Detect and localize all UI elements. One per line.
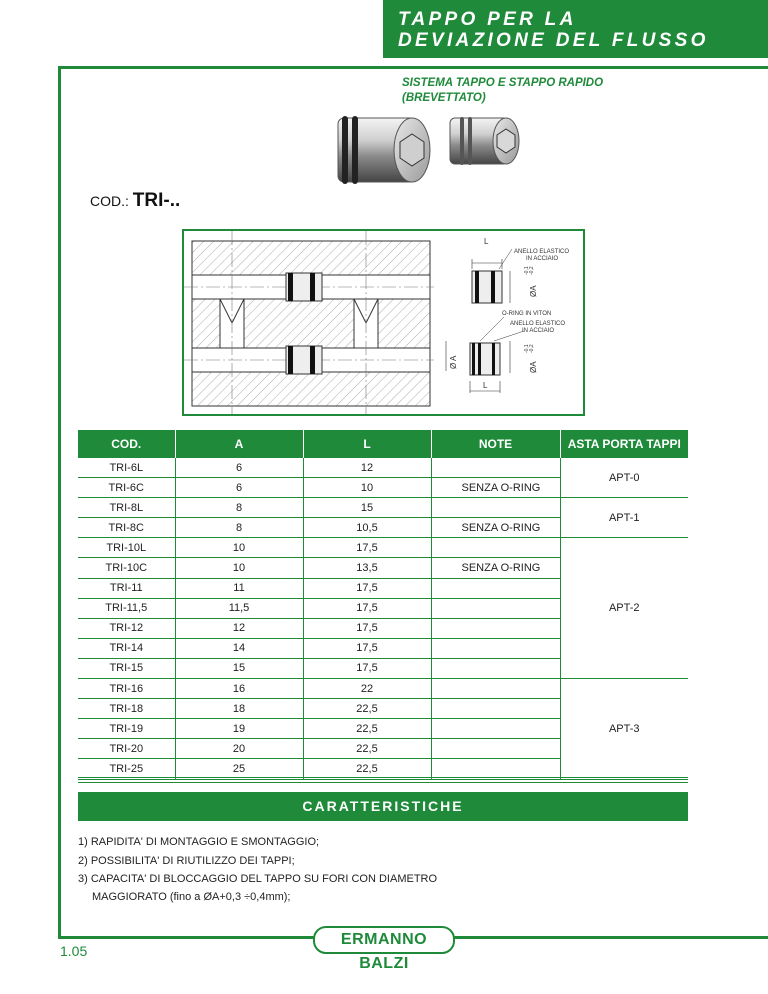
feature-item: 1) RAPIDITA' DI MONTAGGIO E SMONTAGGIO; (78, 836, 320, 848)
dim-diam-bot: ØA (529, 361, 538, 373)
cell-note: SENZA O-RING (431, 478, 560, 498)
cell-note (431, 538, 560, 558)
cell-l: 17,5 (303, 658, 431, 678)
cell-l: 10 (303, 478, 431, 498)
dim-L-bot: L (483, 381, 488, 390)
dim-diam-top: ØA (529, 285, 538, 297)
anello-top-line2: IN ACCIAIO (526, 256, 559, 262)
cell-cod: TRI-6C (78, 478, 175, 498)
dim-L-top: L (484, 237, 489, 246)
cell-cod: TRI-10C (78, 558, 175, 578)
cell-asta: APT-1 (560, 498, 688, 538)
cell-note (431, 679, 560, 699)
cell-cod: TRI-25 (78, 759, 175, 779)
cell-l: 10,5 (303, 518, 431, 538)
cell-a: 11,5 (175, 598, 303, 618)
cell-l: 17,5 (303, 578, 431, 598)
cell-cod: TRI-8C (78, 518, 175, 538)
features-title: CARATTERISTICHE (302, 798, 464, 814)
oring-label: O-RING IN VITON (502, 311, 552, 317)
tol-top-2: -0,2 (529, 266, 535, 275)
title-line-1: TAPPO PER LA (398, 9, 577, 30)
technical-drawing (182, 229, 585, 416)
anello-bot-line2: IN ACCIAIO (522, 328, 555, 334)
table-header-row (78, 430, 688, 458)
product-photo (320, 104, 530, 190)
cell-l: 17,5 (303, 618, 431, 638)
cell-a: 11 (175, 578, 303, 598)
cell-cod: TRI-11,5 (78, 598, 175, 618)
cell-note (431, 598, 560, 618)
feature-item: 3) CAPACITA' DI BLOCCAGGIO DEL TAPPO SU FORI CON DIAMETRO (78, 873, 438, 885)
cell-a: 16 (175, 679, 303, 699)
cell-l: 22,5 (303, 759, 431, 779)
subtitle-line-2: (BREVETTATO) (402, 92, 486, 104)
subtitle-line-1: SISTEMA TAPPO E STAPPO RAPIDO (402, 77, 604, 89)
cell-cod: TRI-8L (78, 498, 175, 518)
large-plug-image (338, 116, 430, 184)
table-row (78, 498, 688, 518)
cell-cod: TRI-12 (78, 618, 175, 638)
cell-note (431, 498, 560, 518)
col-header-note: NOTE (431, 430, 560, 458)
anello-bot-line1: ANELLO ELASTICO (510, 321, 566, 327)
cell-note (431, 739, 560, 759)
cell-note (431, 699, 560, 719)
code-value: TRI-.. (132, 190, 181, 211)
cell-cod: TRI-11 (78, 578, 175, 598)
cell-cod: TRI-20 (78, 739, 175, 759)
cell-l: 17,5 (303, 538, 431, 558)
cell-a: 6 (175, 478, 303, 498)
cell-l: 22,5 (303, 739, 431, 759)
col-header-a: A (175, 430, 303, 458)
brand-logo: ERMANNO BALZI (313, 926, 455, 954)
cell-note (431, 618, 560, 638)
cell-cod: TRI-18 (78, 699, 175, 719)
cell-a: 8 (175, 518, 303, 538)
spec-table (78, 430, 688, 780)
tol-top-1: -0,1 (524, 266, 530, 275)
cell-a: 25 (175, 759, 303, 779)
cell-note (431, 578, 560, 598)
cell-cod: TRI-15 (78, 658, 175, 678)
cell-a: 18 (175, 699, 303, 719)
table-row (78, 458, 688, 478)
col-header-cod: COD. (78, 430, 175, 458)
product-code (90, 190, 180, 212)
tol-bot-1: -0,1 (524, 344, 530, 353)
col-header-asta: ASTA PORTA TAPPI (560, 430, 688, 458)
cell-a: 15 (175, 658, 303, 678)
cell-note (431, 658, 560, 678)
cell-a: 12 (175, 618, 303, 638)
cell-note (431, 719, 560, 739)
cell-cod: TRI-19 (78, 719, 175, 739)
table-footer-rule (78, 777, 688, 783)
cell-l: 22 (303, 679, 431, 699)
plug-in-lower-channel (286, 346, 322, 374)
cell-cod: TRI-14 (78, 638, 175, 658)
cell-l: 17,5 (303, 638, 431, 658)
frame-left-rule (58, 66, 61, 938)
title-line-2: DEVIAZIONE DEL FLUSSO (398, 30, 709, 51)
table-row (78, 538, 688, 558)
cell-cod: TRI-10L (78, 538, 175, 558)
cell-a: 20 (175, 739, 303, 759)
cell-cod: TRI-6L (78, 458, 175, 478)
cell-asta: APT-0 (560, 458, 688, 498)
cell-l: 12 (303, 458, 431, 478)
cell-note (431, 458, 560, 478)
small-plug-image (450, 117, 519, 165)
cell-note: SENZA O-RING (431, 518, 560, 538)
detail-plug-top (472, 249, 512, 303)
code-prefix: COD.: (90, 193, 129, 209)
cell-note: SENZA O-RING (431, 558, 560, 578)
feature-item: MAGGIORATO (fino a ØA+0,3 ÷0,4mm); (92, 891, 291, 903)
cell-a: 14 (175, 638, 303, 658)
cell-l: 15 (303, 498, 431, 518)
cell-a: 6 (175, 458, 303, 478)
cell-l: 13,5 (303, 558, 431, 578)
page-number: 1.05 (60, 943, 88, 959)
col-header-l: L (303, 430, 431, 458)
frame-top-rule (58, 66, 768, 69)
feature-item: 2) POSSIBILITA' DI RIUTILIZZO DEI TAPPI; (78, 855, 295, 867)
cell-l: 22,5 (303, 719, 431, 739)
table-row (78, 679, 688, 699)
cell-asta: APT-3 (560, 679, 688, 779)
cell-l: 22,5 (303, 699, 431, 719)
drawing-canvas (184, 231, 583, 414)
cell-note (431, 638, 560, 658)
subtitle (402, 76, 603, 106)
cell-asta: APT-2 (560, 538, 688, 679)
cell-note (431, 759, 560, 779)
anello-top-line1: ANELLO ELASTICO (514, 249, 570, 255)
cell-a: 19 (175, 719, 303, 739)
page-title (398, 9, 709, 51)
cell-cod: TRI-16 (78, 679, 175, 699)
dim-hole-diam: Ø A (449, 355, 458, 369)
cell-l: 17,5 (303, 598, 431, 618)
plug-in-upper-channel (286, 273, 322, 301)
cell-a: 8 (175, 498, 303, 518)
cell-a: 10 (175, 558, 303, 578)
tol-bot-2: -0,2 (529, 344, 535, 353)
cell-a: 10 (175, 538, 303, 558)
